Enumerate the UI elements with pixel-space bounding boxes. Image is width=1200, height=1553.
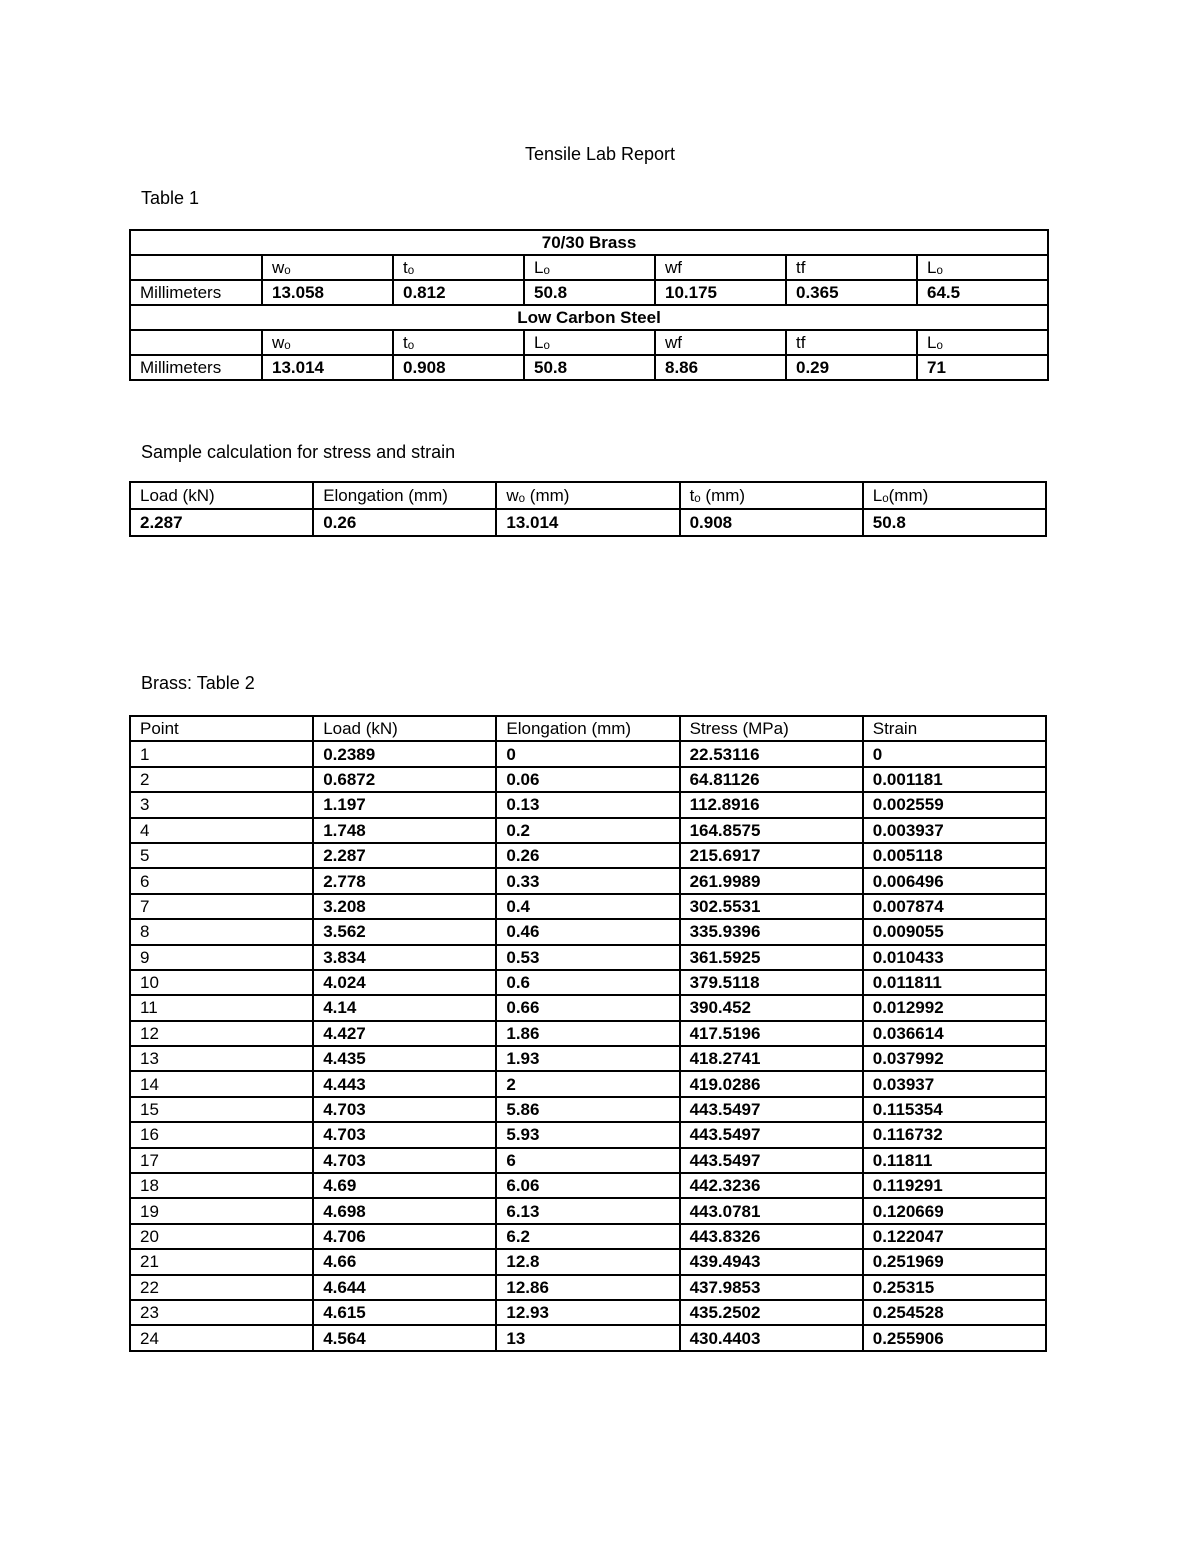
sample-value: 50.8 [863,509,1046,536]
column-header: Strain [863,716,1046,741]
table-cell: 1.197 [313,792,496,817]
table-cell: 0.53 [496,945,679,970]
table-cell: 0.007874 [863,894,1046,919]
table-cell: 0.4 [496,894,679,919]
table-row [130,919,1046,944]
table-row [130,1275,1046,1300]
table-cell: 4 [130,818,313,843]
table-cell: 442.3236 [680,1173,863,1198]
table-cell: 0.06 [496,767,679,792]
table-cell: 4.435 [313,1046,496,1071]
table-cell: 0.003937 [863,818,1046,843]
table-cell: 19 [130,1198,313,1223]
table-cell: 3.562 [313,919,496,944]
dimension-header-row [130,330,1048,355]
table-cell: 0.005118 [863,843,1046,868]
table-cell: 1.86 [496,1021,679,1046]
table-cell: 215.6917 [680,843,863,868]
table-cell: 443.5497 [680,1097,863,1122]
dimension-header [130,255,262,280]
table-row [130,945,1046,970]
table-cell: 2 [496,1071,679,1096]
sample-header: wₒ (mm) [496,482,679,509]
table-row [130,1198,1046,1223]
table-cell: 0.13 [496,792,679,817]
table-cell: 4.66 [313,1249,496,1274]
table-cell: 390.452 [680,995,863,1020]
dimension-header: tf [786,330,917,355]
table-cell: 6.2 [496,1224,679,1249]
table-cell: 3.834 [313,945,496,970]
table-cell: 0.66 [496,995,679,1020]
sample-header: Lₒ(mm) [863,482,1046,509]
sample-value: 13.014 [496,509,679,536]
table-row [130,1097,1046,1122]
table-row [130,868,1046,893]
table-cell: 4.703 [313,1097,496,1122]
table-cell: 0.011811 [863,970,1046,995]
dimension-header: tₒ [393,255,524,280]
material-title-row [130,305,1048,330]
table-cell: 164.8575 [680,818,863,843]
dimension-value: 50.8 [524,355,655,380]
table-row [130,1325,1046,1350]
sample-value: 0.908 [680,509,863,536]
dimension-value-row [130,355,1048,380]
dimension-value: 71 [917,355,1048,380]
dimension-header-row [130,255,1048,280]
table-cell: 0.33 [496,868,679,893]
table-cell: 21 [130,1249,313,1274]
sample-value: 0.26 [313,509,496,536]
table-cell: 439.4943 [680,1249,863,1274]
dimension-value: 8.86 [655,355,786,380]
table-cell: 6 [130,868,313,893]
sample-header: Load (kN) [130,482,313,509]
table-cell: 0.115354 [863,1097,1046,1122]
dimension-header: tₒ [393,330,524,355]
table-cell: 12.8 [496,1249,679,1274]
table-cell: 0 [863,741,1046,766]
dimension-value: 50.8 [524,280,655,305]
table-cell: 0.255906 [863,1325,1046,1350]
table-cell: 22.53116 [680,741,863,766]
table-cell: 417.5196 [680,1021,863,1046]
table-cell: 6 [496,1148,679,1173]
material-name: Low Carbon Steel [130,305,1048,330]
dimension-value-row [130,280,1048,305]
table-cell: 443.5497 [680,1122,863,1147]
table-cell: 112.8916 [680,792,863,817]
sample-value-row [130,509,1046,536]
table-cell: 419.0286 [680,1071,863,1096]
dimension-header: Lₒ [917,255,1048,280]
table-cell: 5 [130,843,313,868]
table-cell: 4.644 [313,1275,496,1300]
table-cell: 443.0781 [680,1198,863,1223]
table-row [130,741,1046,766]
table-cell: 2.778 [313,868,496,893]
table-cell: 12 [130,1021,313,1046]
table-cell: 20 [130,1224,313,1249]
table-cell: 0.11811 [863,1148,1046,1173]
table-cell: 5.93 [496,1122,679,1147]
dimension-header: Lₒ [917,330,1048,355]
table-cell: 12.86 [496,1275,679,1300]
table-cell: 2 [130,767,313,792]
dimension-header: tf [786,255,917,280]
table-cell: 23 [130,1300,313,1325]
table-cell: 4.024 [313,970,496,995]
table-row [130,995,1046,1020]
table-cell: 0.03937 [863,1071,1046,1096]
table-cell: 0.036614 [863,1021,1046,1046]
table-cell: 0.251969 [863,1249,1046,1274]
table-cell: 4.14 [313,995,496,1020]
table-cell: 302.5531 [680,894,863,919]
column-header: Elongation (mm) [496,716,679,741]
table-cell: 0.6872 [313,767,496,792]
table-cell: 15 [130,1097,313,1122]
sample-header: Elongation (mm) [313,482,496,509]
sample-header: tₒ (mm) [680,482,863,509]
table-cell: 9 [130,945,313,970]
table-cell: 22 [130,1275,313,1300]
table-cell: 0.2 [496,818,679,843]
table-cell: 13 [496,1325,679,1350]
table-cell: 0.001181 [863,767,1046,792]
sample-header-row [130,482,1046,509]
table-row [130,767,1046,792]
table-cell: 0.2389 [313,741,496,766]
table-cell: 1 [130,741,313,766]
table2-brass-data [129,715,1047,1352]
table-cell: 430.4403 [680,1325,863,1350]
table-cell: 4.706 [313,1224,496,1249]
dimension-value: 13.014 [262,355,393,380]
table-cell: 0.037992 [863,1046,1046,1071]
unit-label: Millimeters [130,355,262,380]
table-row [130,1021,1046,1046]
table-cell: 64.81126 [680,767,863,792]
table-cell: 0.006496 [863,868,1046,893]
table-cell: 0.119291 [863,1173,1046,1198]
table-cell: 7 [130,894,313,919]
column-header: Point [130,716,313,741]
table-row [130,970,1046,995]
table-cell: 16 [130,1122,313,1147]
table-cell: 8 [130,919,313,944]
dimension-value: 0.812 [393,280,524,305]
dimension-value: 10.175 [655,280,786,305]
table-cell: 443.8326 [680,1224,863,1249]
table-cell: 2.287 [313,843,496,868]
table-cell: 18 [130,1173,313,1198]
table-cell: 3.208 [313,894,496,919]
table-cell: 4.564 [313,1325,496,1350]
table-cell: 6.13 [496,1198,679,1223]
table-cell: 24 [130,1325,313,1350]
table-cell: 379.5118 [680,970,863,995]
dimension-value: 64.5 [917,280,1048,305]
table-cell: 335.9396 [680,919,863,944]
sample-calc-caption: Sample calculation for stress and strain [141,442,456,462]
table-cell: 11 [130,995,313,1020]
dimension-header: Lₒ [524,255,655,280]
table-cell: 443.5497 [680,1148,863,1173]
table-cell: 0.010433 [863,945,1046,970]
table-cell: 1.748 [313,818,496,843]
table-cell: 17 [130,1148,313,1173]
dimension-header: wf [655,255,786,280]
table-cell: 10 [130,970,313,995]
column-header: Load (kN) [313,716,496,741]
table-cell: 4.443 [313,1071,496,1096]
table-row [130,1224,1046,1249]
table-row [130,1046,1046,1071]
dimension-header: wf [655,330,786,355]
table-cell: 0.120669 [863,1198,1046,1223]
table2-caption: Brass: Table 2 [141,673,255,693]
page-title: Tensile Lab Report [524,144,676,164]
table1-caption: Table 1 [141,188,200,208]
table-cell: 261.9989 [680,868,863,893]
table-row [130,792,1046,817]
table-cell: 0.6 [496,970,679,995]
unit-label: Millimeters [130,280,262,305]
table-cell: 4.69 [313,1173,496,1198]
table-cell: 6.06 [496,1173,679,1198]
material-title-row [130,230,1048,255]
table-cell: 4.703 [313,1122,496,1147]
table-row [130,894,1046,919]
table-cell: 0.116732 [863,1122,1046,1147]
table-cell: 13 [130,1046,313,1071]
table-cell: 0.122047 [863,1224,1046,1249]
table-cell: 4.615 [313,1300,496,1325]
dimension-value: 13.058 [262,280,393,305]
table-row [130,843,1046,868]
table-cell: 361.5925 [680,945,863,970]
sample-value: 2.287 [130,509,313,536]
table-row [130,1173,1046,1198]
table-row [130,1122,1046,1147]
table-row [130,1148,1046,1173]
table-cell: 0.009055 [863,919,1046,944]
table-cell: 0.26 [496,843,679,868]
table-cell: 14 [130,1071,313,1096]
table-cell: 4.427 [313,1021,496,1046]
table-cell: 12.93 [496,1300,679,1325]
dimension-header [130,330,262,355]
table-cell: 4.703 [313,1148,496,1173]
dimension-value: 0.29 [786,355,917,380]
table-cell: 0.254528 [863,1300,1046,1325]
table-cell: 418.2741 [680,1046,863,1071]
table-row [130,818,1046,843]
column-header: Stress (MPa) [680,716,863,741]
table-cell: 0.002559 [863,792,1046,817]
dimension-value: 0.908 [393,355,524,380]
material-name: 70/30 Brass [130,230,1048,255]
dimension-header: Lₒ [524,330,655,355]
table-cell: 1.93 [496,1046,679,1071]
sample-calc-table [129,481,1047,537]
table-cell: 5.86 [496,1097,679,1122]
table-row [130,1300,1046,1325]
table-cell: 435.2502 [680,1300,863,1325]
dimension-header: wₒ [262,330,393,355]
dimension-value: 0.365 [786,280,917,305]
table-cell: 0.012992 [863,995,1046,1020]
table-row [130,1249,1046,1274]
dimension-header: wₒ [262,255,393,280]
table-cell: 4.698 [313,1198,496,1223]
table-cell: 0.46 [496,919,679,944]
table-cell: 0 [496,741,679,766]
table-cell: 437.9853 [680,1275,863,1300]
table1-dimensions [129,229,1049,381]
table-cell: 0.25315 [863,1275,1046,1300]
table-row [130,1071,1046,1096]
table-cell: 3 [130,792,313,817]
table2-header-row [130,716,1046,741]
